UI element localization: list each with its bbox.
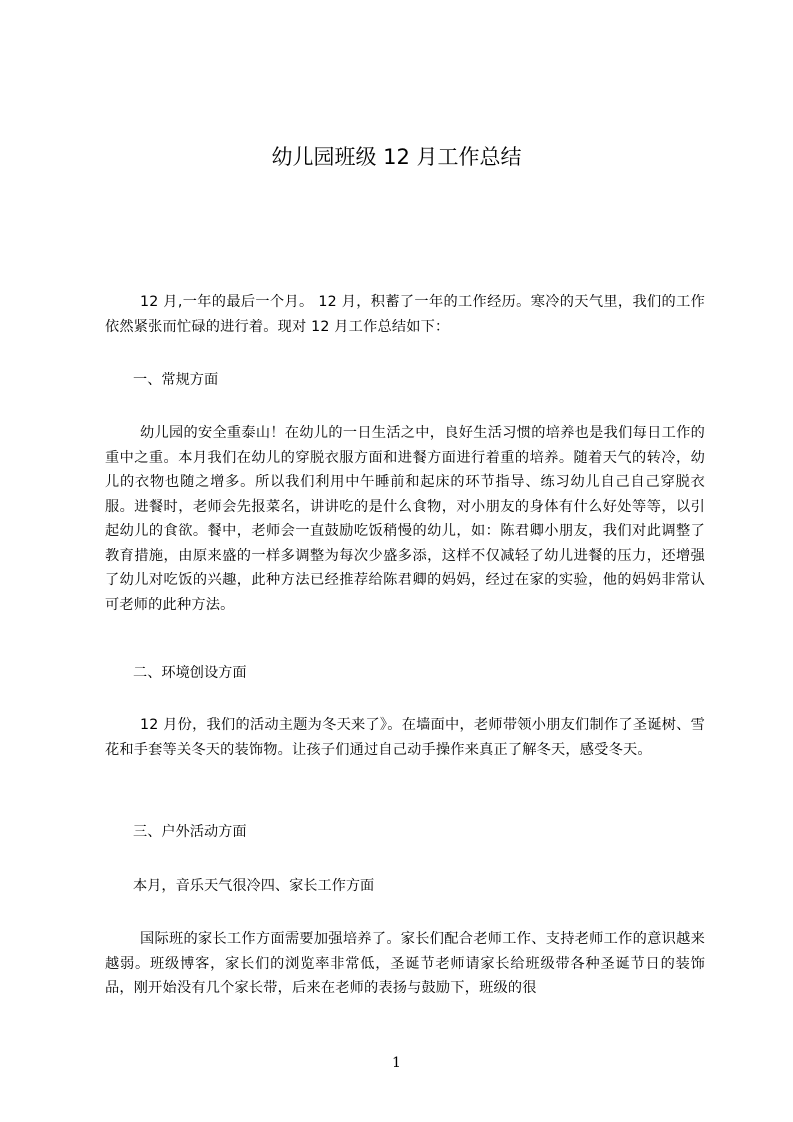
section-heading-outdoor: 三、户外活动方面 — [133, 824, 247, 840]
section-heading-environment: 二、环境创设方面 — [133, 665, 247, 681]
page-number: 1 — [392, 1055, 401, 1071]
routine-paragraph: 幼儿园的安全重泰山！在幼儿的一日生活之中，良好生活习惯的培养也是我们每日工作的重中之重。本月我们在幼儿的穿脱衣服方面和进餐方面进行着重的培养。随着天气的转冷，幼儿的衣物也随之增多。所以我们利用中午睡前和起床的环节指导、练习幼儿自己自己穿脱衣服。进餐时，老师会先报菜名，讲讲吃的是什么食物，对小朋友的身体有什么好处等等，以引起幼儿的食欲。餐中，老师会一直鼓励吃饭稍慢的幼儿，如：陈君卿小朋友，我们对此调整了教育措施，由原来盛的一样多调整为每次少盛多添，这样不仅减轻了幼儿进餐的压力，还增强了幼儿对吃饭的兴趣，此种方法已经推荐给陈君卿的妈妈，经过在家的实验，他的妈妈非常认可老师的此种方法。 — [105, 425, 705, 613]
outdoor-paragraph: 本月，音乐天气很冷四、家长工作方面 — [133, 878, 375, 894]
section-heading-routine: 一、常规方面 — [133, 372, 219, 388]
intro-paragraph: 12 月,一年的最后一个月。 12 月，积蓄了一年的工作经历。寒冷的天气里，我们的工作依然紧张而忙碌的进行着。现对 12 月工作总结如下： — [105, 294, 705, 335]
document-title: 幼儿园班级 12 月工作总结 — [271, 145, 522, 169]
environment-paragraph: 12 月份，我们的活动主题为冬天来了》。在墙面中，老师带领小朋友们制作了圣诞树、雪花和手套等关冬天的装饰物。让孩子们通过自己动手操作来真正了解冬天，感受冬天。 — [105, 717, 705, 758]
parent-work-paragraph: 国际班的家长工作方面需要加强培养了。家长们配合老师工作、支持老师工作的意识越来越弱。班级博客，家长们的浏览率非常低，圣诞节老师请家长给班级带各种圣诞节日的装饰品，刚开始没有几个家长带，后来在老师的表扬与鼓励下，班级的很 — [105, 931, 705, 996]
